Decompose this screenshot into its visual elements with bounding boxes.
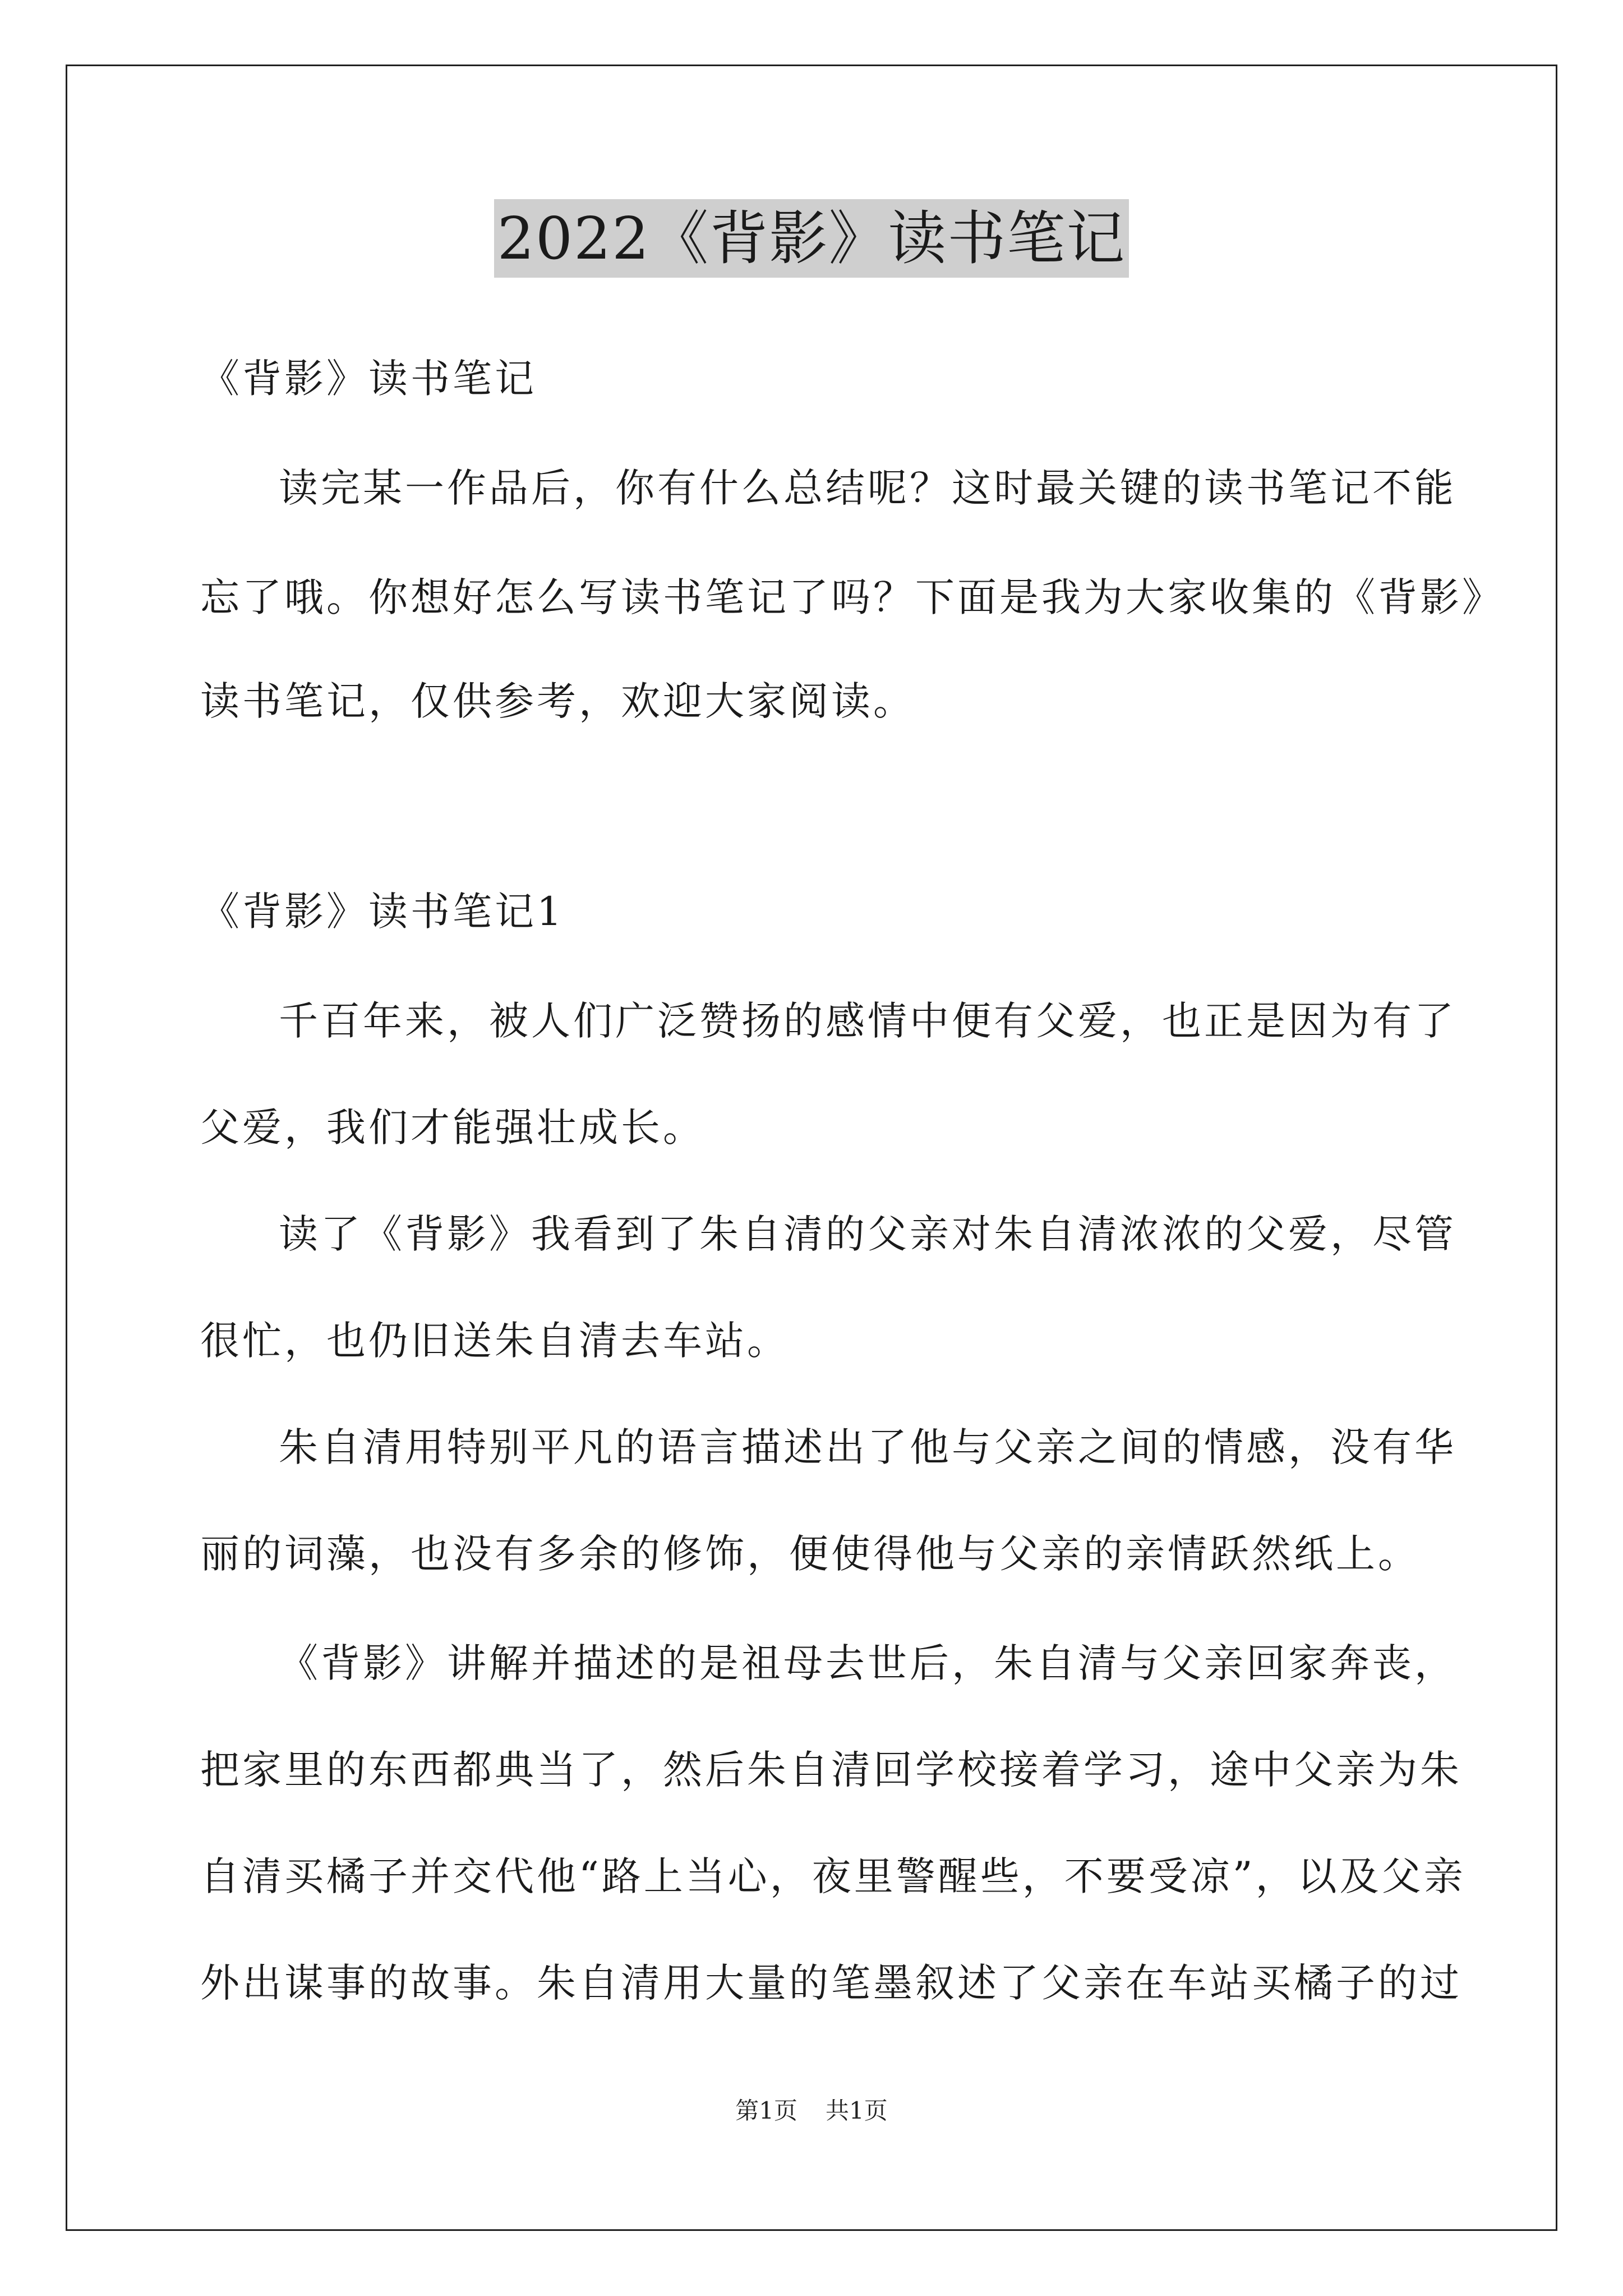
- paragraph-line: 忘了哦。你想好怎么写读书笔记了吗？下面是我为大家收集的《背影》: [200, 574, 1504, 620]
- paragraph-line: 千百年来，被人们广泛赞扬的感情中便有父爱，也正是因为有了: [279, 998, 1456, 1044]
- paragraph-line: 外出谋事的故事。朱自清用大量的笔墨叙述了父亲在车站买橘子的过: [200, 1960, 1462, 2006]
- section-heading: 《背影》读书笔记1: [200, 889, 565, 935]
- paragraph-line: 父爱，我们才能强壮成长。: [200, 1105, 705, 1151]
- paragraph-line: 读完某一作品后，你有什么总结呢？这时最关键的读书笔记不能: [279, 465, 1456, 511]
- paragraph-line: 把家里的东西都典当了，然后朱自清回学校接着学习，途中父亲为朱: [200, 1747, 1462, 1793]
- paragraph-line: 自清买橘子并交代他“路上当心，夜里警醒些，不要受凉”，以及父亲: [200, 1853, 1466, 1899]
- page-footer: [0, 2094, 1623, 2128]
- page-number: 第1页: [735, 2097, 797, 2124]
- paragraph-line: 《背影》讲解并描述的是祖母去世后，朱自清与父亲回家奔丧，: [279, 1640, 1456, 1686]
- document-title: 2022《背影》读书笔记: [494, 199, 1129, 278]
- page-total: 共1页: [826, 2097, 888, 2124]
- paragraph-line: 很忙，也仍旧送朱自清去车站。: [200, 1318, 789, 1364]
- title-container: [0, 199, 1623, 278]
- section-heading: 《背影》读书笔记: [200, 356, 537, 402]
- paragraph-line: 丽的词藻，也没有多余的修饰，便使得他与父亲的亲情跃然纸上。: [200, 1531, 1420, 1577]
- paragraph-line: 朱自清用特别平凡的语言描述出了他与父亲之间的情感，没有华: [279, 1424, 1456, 1470]
- paragraph-line: 读书笔记，仅供参考，欢迎大家阅读。: [200, 678, 915, 724]
- paragraph-line: 读了《背影》我看到了朱自清的父亲对朱自清浓浓的父爱，尽管: [279, 1211, 1456, 1257]
